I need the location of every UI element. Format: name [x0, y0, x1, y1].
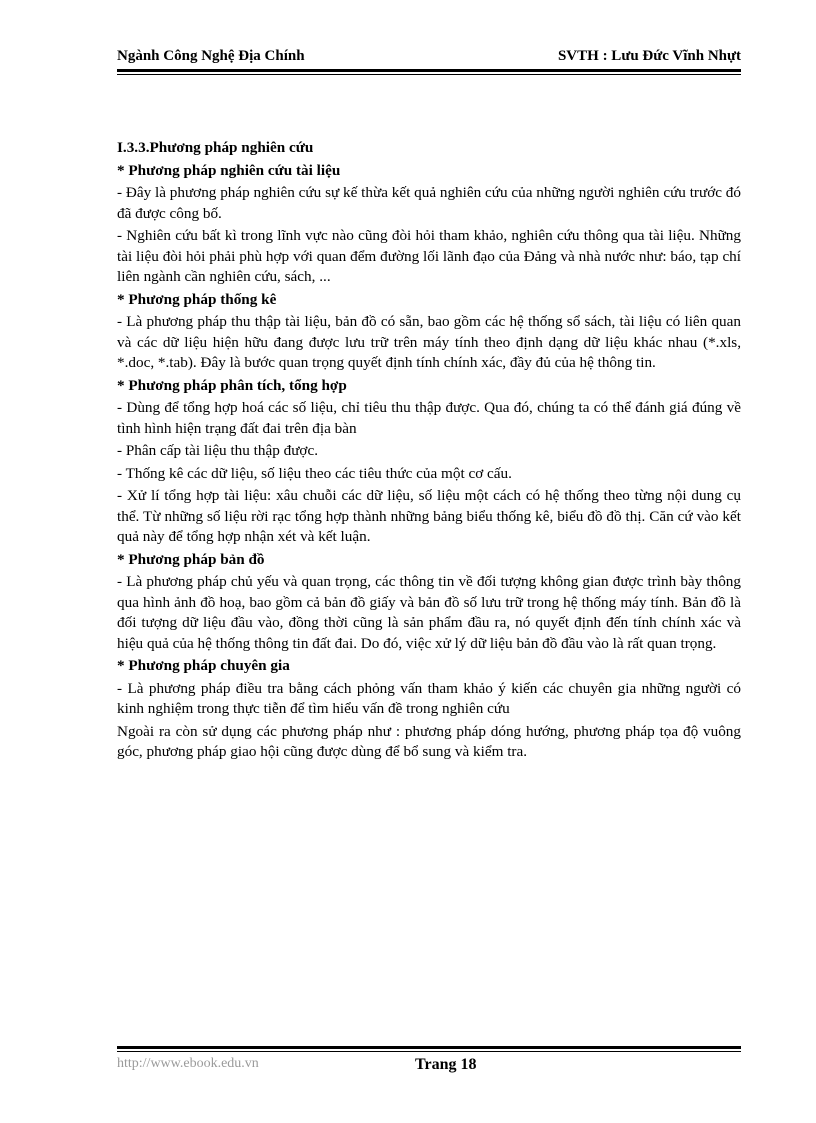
document-body [117, 138, 741, 765]
paragraph: - Là phương pháp thu thập tài liệu, bản đồ có sẵn, bao gồm các hệ thống sổ sách, tài liệu có liên quan và các dữ liệu hiện hữu đang được lưu trữ trên máy tính theo định dạng dữ liệu khác nhau (*.xls, *.doc, *.tab). Đây là bước quan trọng quyết định tính chính xác, đầy đủ của hệ thông tin. [117, 313, 741, 371]
header-right: SVTH : Lưu Đức Vĩnh Nhựt [557, 48, 741, 64]
footer-rule-thin [117, 1051, 741, 1052]
header-rule-thick [117, 69, 741, 72]
footer-url: http://www.ebook.edu.vn [117, 1056, 259, 1071]
heading-literature-method: * Phương pháp nghiên cứu tài liệu [117, 161, 341, 179]
footer-rule-thick [117, 1046, 741, 1049]
heading-analysis-method: * Phương pháp phân tích, tổng hợp [117, 376, 347, 394]
paragraph: - Nghiên cứu bất kì trong lĩnh vực nào cũng đòi hỏi tham khảo, nghiên cứu thông qua tài liệu. Những tài liệu đòi hỏi phải phù hợp với quan đểm đường lối lãnh đạo của Đảng và nhà nước như: báo, tạp chí liên ngành cần nghiên cứu, sách, ... [117, 227, 741, 285]
heading-statistics-method: * Phương pháp thống kê [117, 290, 277, 308]
heading-map-method: * Phương pháp bản đồ [117, 550, 265, 568]
heading-expert-method: * Phương pháp chuyên gia [117, 657, 290, 674]
paragraph: - Xử lí tổng hợp tài liệu: xâu chuỗi các dữ liệu, số liệu một cách có hệ thống theo từng nội dung cụ thể. Từ những số liệu rời rạc tổng hợp thành những bảng biểu thống kê, biểu đồ đồ thị. Căn cứ vào kết quả này để tổng hợp nhận xét và kết luận. [117, 487, 741, 545]
header-rule-thin [117, 74, 741, 75]
section-title: I.3.3.Phương pháp nghiên cứu [117, 139, 314, 156]
page-header [117, 48, 741, 65]
paragraph: - Phân cấp tài liệu thu thập được. [117, 442, 318, 459]
header-left: Ngành Công Nghệ Địa Chính [117, 48, 305, 64]
paragraph: - Thống kê các dữ liệu, số liệu theo các tiêu thức của một cơ cấu. [117, 464, 512, 482]
paragraph: - Là phương pháp điều tra bằng cách phỏng vấn tham khảo ý kiến các chuyên gia những người có kinh nghiệm trong thực tiễn để tìm hiểu vấn đề trong nghiên cứu [117, 679, 741, 717]
paragraph: Ngoài ra còn sử dụng các phương pháp như : phương pháp dóng hướng, phương pháp tọa độ vuông góc, phương pháp giao hội cũng được dùng để bổ sung và kiểm tra. [117, 722, 741, 760]
paragraph: - Đây là phương pháp nghiên cứu sự kế thừa kết quả nghiên cứu của những người nghiên cứu trước đó đã được công bố. [117, 184, 741, 222]
paragraph: - Là phương pháp chủ yếu và quan trọng, các thông tin về đối tượng không gian được trình bày thông qua hình ảnh đồ hoạ, bao gồm cả bản đồ giấy và bản đồ số lưu trữ trong hệ thống máy tính. Bản đồ là đối tượng dữ liệu đầu vào, đồng thời cũng là sản phẩm đầu ra, nó quyết định đến tính chính xác và hiệu quả của hệ thống thông tin đất đai. Do đó, việc xử lý dữ liệu bản đồ đầu vào là rất quan trọng. [117, 573, 741, 652]
page-footer [117, 1056, 741, 1076]
page-number: Trang 18 [415, 1056, 477, 1073]
paragraph: - Dùng để tổng hợp hoá các số liệu, chỉ tiêu thu thập được. Qua đó, chúng ta có thể đánh giá đúng về tình hình hiện trạng đất đai trên địa bàn [117, 399, 741, 437]
